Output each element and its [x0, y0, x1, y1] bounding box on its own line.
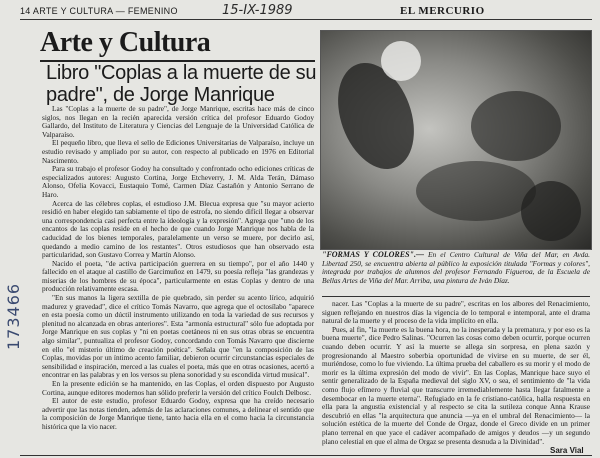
- newspaper-name: EL MERCURIO: [400, 5, 485, 17]
- article-left-column: [42, 105, 314, 450]
- handwritten-date-stamp: 15-IX-1989: [222, 3, 293, 18]
- paragraph: Pues, al fin, "la muerte es la buena hora, no la inesperada y la prematura, y por eso es la buena muerte", dice Pedro Salinas. "Ocurren las cosas como deben ocurrir, porque ocurren cuando deben ocurrir. Y así la muerte se allega sin sorpresa, en plena sazón y progresionando al Maestro soberbia oportunidad de vivirse en su muerte, de ser él, muriéndose, como lo fue viviendo. La última prueba del caballero es su morir y el modo de morir es la última expresión del modo de vivir". En las Coplas, Manrique hace suyo el sentir generalizado de la España medieval del siglo XV, o sea, el sentimiento de "la vida como flujo efímero y fluvial que transcurre irremediablemente hasta llegar fatalmente a desembocar en la muerte eterna". Refugiado en la fe cristiano-católica, halla respuesta en ella para la angustia existencial y al respecto se cita la sutileza conque Anna Krause descubrió en ellas "la arquitectura que anuncia —ya en el umbral del Renacimiento— la solución estética de la muerte del Conde de Orgaz, donde el Greco divide en un primer plano terrenal en que yace el cadáver acompañado de amigos y deudos —y un segundo plano celestial en que el alma de Orgaz se presenta desnuda a la Divinidad".: [322, 324, 590, 446]
- paragraph: Acerca de las célebres coplas, el estudioso J.M. Blecua expresa que "su mayor acierto residió en haber elegido tan sabiamente el tipo de estrofa, no siendo difícil llegar a observar una correspondencia casi perfecta entre la ideología y la expresión". Agrega que "uno de los encantos de las coplas reside en el hecho de que cuando Jorge Manrique nos habla de la caducidad de los bienes temporales, paralelamente un verso se muere, por decirlo así, quedando a medio camino de los restantes". Otros estudiosos que han observado esta particularidad, son Gustavo Correa y Martín Alonso.: [42, 198, 314, 260]
- article-right-column: [322, 300, 590, 446]
- page-header-section: 14 ARTE Y CULTURA — FEMENINO: [20, 6, 178, 16]
- caption-divider: [322, 296, 590, 297]
- article-headline: Libro "Coplas a la muerte de su padre", de Jorge Manrique: [46, 62, 317, 106]
- caption-text: En el Centro Cultural de Viña del Mar, en Avda. Libertad 250, se encuentra abierta al público la exposición titulada "Formas y colores", integrada por trabajos de alumnos del profesor Fernando Figueroa, de la Escuela de Bellas Artes de Viña del Mar. Arriba, una pintura de Iván Díaz.: [322, 250, 590, 286]
- paragraph: Las "Coplas a la muerte de su padre", de Jorge Manrique, escritas hace más de cinco siglos, nos llegan en la recién aparecida versión crítica del profesor Eduardo Godoy Gallardo, del Instituto de Literatura y Ciencias del Lenguaje de la Universidad Católica de Valparaíso.: [42, 105, 314, 139]
- footer-divider: [20, 455, 592, 456]
- author-byline: Sara Vial: [550, 446, 584, 455]
- caption-title: "FORMAS Y COLORES".—: [322, 250, 424, 259]
- paragraph: El autor de este estudio, profesor Eduardo Godoy, expresa que ha creído necesario advertir que las notas tienden, además de las aclaraciones comunes, a delinear el sentido que la composición de Jorge Manrique tiene, tanto hacia ella en el como hacia la circunstancia histórica que la vio nacer.: [42, 396, 314, 431]
- photo-caption: [322, 251, 590, 286]
- section-title: Arte y Cultura: [40, 27, 211, 58]
- paragraph: El pequeño libro, que lleva el sello de Ediciones Universitarias de Valparaíso, incluye un estudio revisado y ampliado por su autor, con respecto al publicado en 1976 en Editorial Nascimento.: [42, 138, 314, 165]
- archive-handwritten-number: 173466: [4, 282, 23, 350]
- paragraph: nacer. Las "Coplas a la muerte de su padre", escritas en los albores del Renacimiento, siguen reflejando en nuestros días la vigencia de lo temporal e intemporal, ante el drama natural de la muerte y el proceso de la vida implícito en ella.: [322, 300, 590, 326]
- paragraph: Para su trabajo el profesor Godoy ha consultado y confrontado ocho ediciones críticas de especializados autores: Augusto Cortina, Jorge Etcheverry, J. M. Alda Terán, Dámaso Alonso, Ofelia Kovacci, Eustaquio Tomé, Carmen Díaz Castañón y Antonio Serrano de Haro.: [42, 164, 314, 199]
- paragraph: En la presente edición se ha mantenido, en las Coplas, el orden dispuesto por Augusto Cortina, aunque editores modernos han sólido preferir la versión del crítico Foulch Delbosc.: [42, 379, 314, 397]
- paragraph: Nacido el poeta, "de activa participación guerrera en su tiempo", por el año 1440 y fallecido en el ataque al castillo de Garcimuñoz en 1479, su poesía refleja "las grandezas y miserias de los hombres de su época", particularmente en estas Coplas y dentro de una producción relativamente escasa.: [42, 258, 314, 294]
- paragraph: "En sus manos la ligera sextilla de pie quebrado, sin perder su acento lírico, adquirió madurez y gravedad", dice el crítico Tomás Navarro, que agrega que el octosílabo "aparece en esta poesía como un dúctil instrumento utilizando en toda la variedad de sus recursos y plenitud no alcanzada en obras anteriores". Esta "armonía estructural" sólo fue adoptada por Jorge Manrique en sus coplas y "ni en poetas coetáneos ni en sus otras obras se encuentra algo similar", puntualiza el profesor Godoy, concordando con Tomás Navarro que discierne en ello "el misterio último de creación poética". Señala que "en la composición de las Coplas, movidas por un íntimo acento familiar, debieron ocurrir circunstancias especiales de sensibilidad e inspiración, merced a las cuales el poeta, más que en otras ocasiones, acertó a encontrar en las palabras y en los versos su plena sonoridad y su escondida virtud musical".: [42, 293, 314, 380]
- painting-photo: [320, 30, 592, 250]
- header-divider: [20, 19, 592, 20]
